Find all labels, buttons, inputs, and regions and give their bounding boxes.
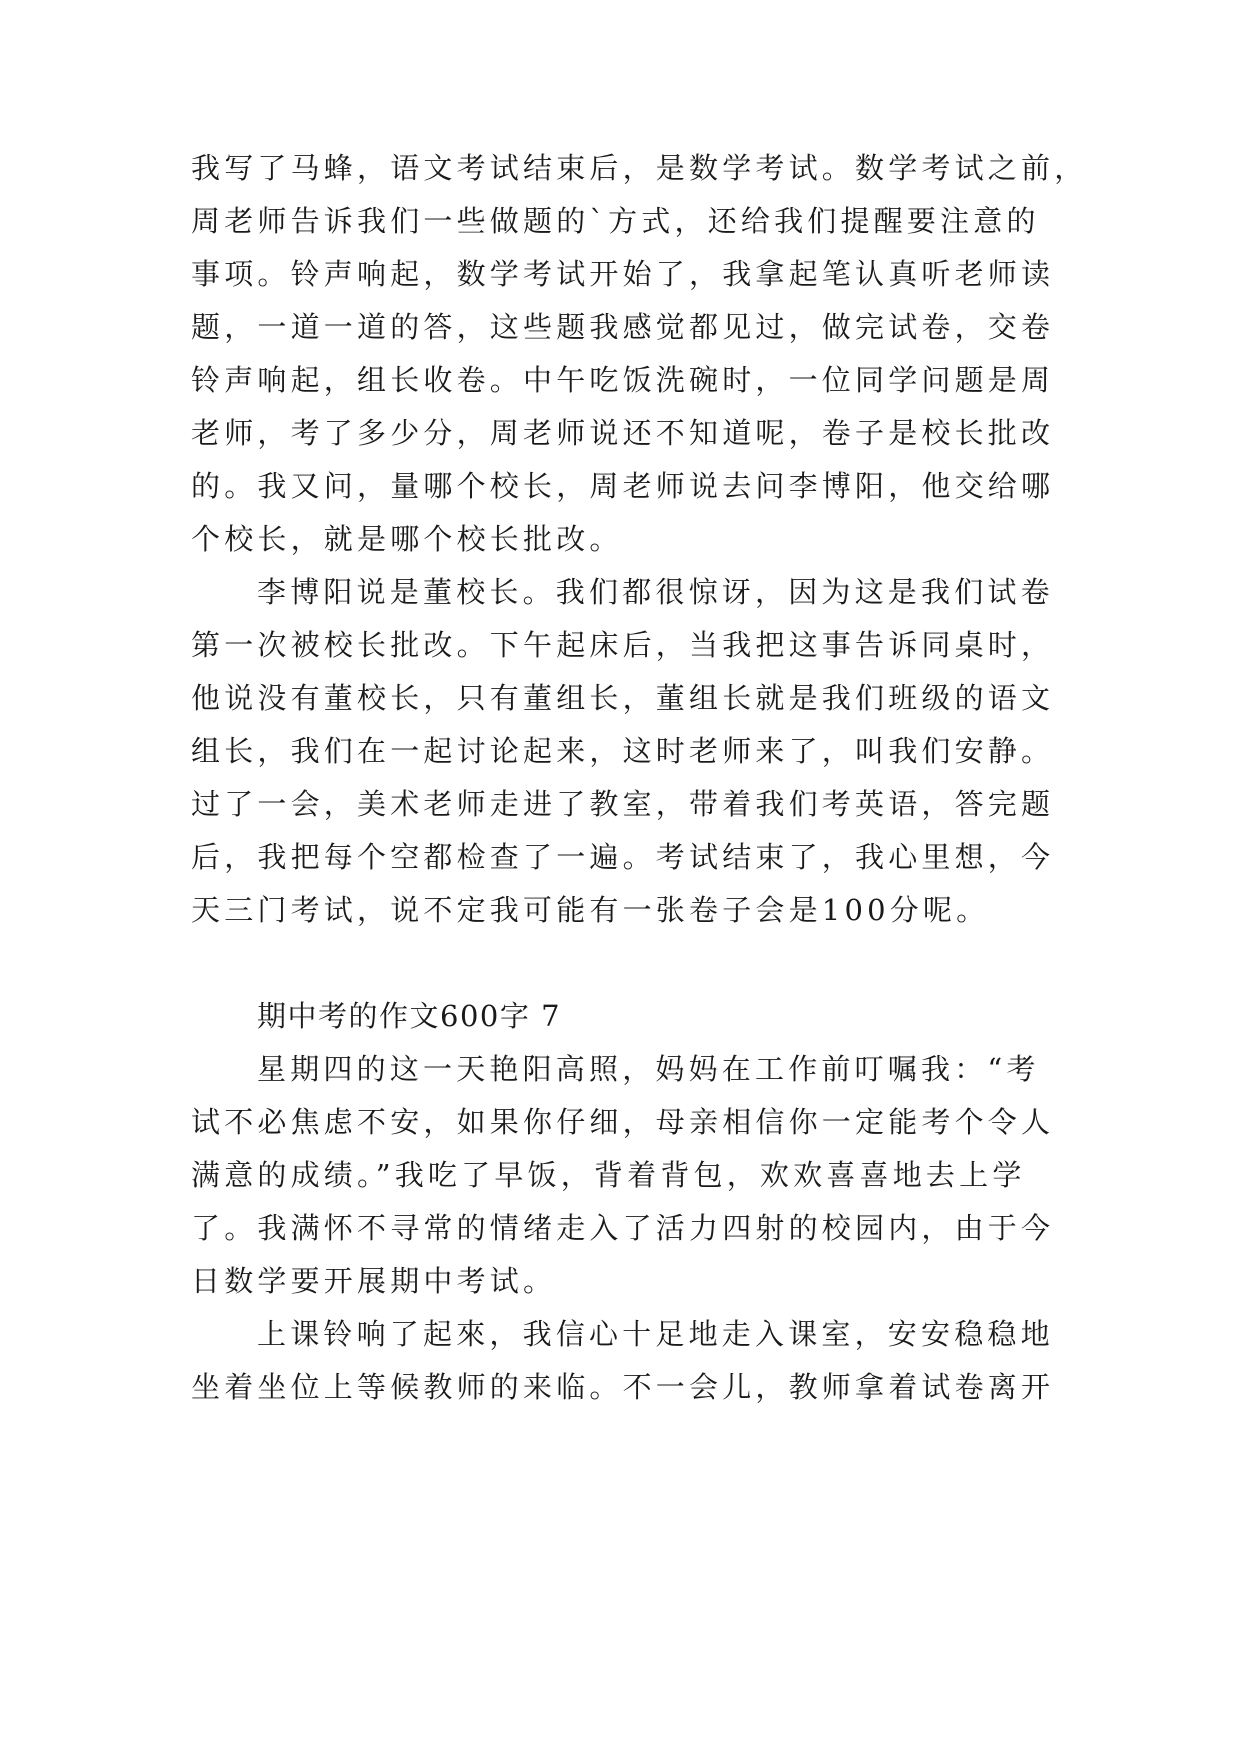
text-line: 过了一会，美术老师走进了教室，带着我们考英语，答完题: [191, 787, 1055, 821]
text-line: 了。我满怀不寻常的情绪走入了活力四射的校园内，由于今: [191, 1211, 1055, 1245]
text-line: 题，一道一道的答，这些题我感觉都见过，做完试卷，交卷: [191, 310, 1055, 344]
text-line: 日数学要开展期中考试。: [191, 1264, 557, 1298]
text-line: 试不必焦虑不安，如果你仔细，母亲相信你一定能考个令人: [191, 1105, 1055, 1139]
paragraph-first-line: 星期四的这一天艳阳高照，妈妈在工作前叮嘱我：“考: [257, 1052, 1040, 1086]
text-line: 组长，我们在一起讨论起来，这时老师来了，叫我们安静。: [191, 734, 1055, 768]
text-line: 坐着坐位上等候教师的来临。不一会儿，教师拿着试卷离开: [191, 1370, 1055, 1404]
text-line: 满意的成绩。”我吃了早饭，背着背包，欢欢喜喜地去上学: [191, 1158, 1026, 1192]
text-line: 老师，考了多少分，周老师说还不知道呢，卷子是校长批改: [191, 416, 1055, 450]
text-line: 后，我把每个空都检查了一遍。考试结束了，我心里想，今: [191, 840, 1055, 874]
paragraph-first-line: 上课铃响了起來，我信心十足地走入课室，安安稳稳地: [257, 1317, 1054, 1351]
text-line: 周老师告诉我们一些做题的`方式，还给我们提醒要注意的: [191, 204, 1040, 238]
text-line: 他说没有董校长，只有董组长，董组长就是我们班级的语文: [191, 681, 1055, 715]
text-line: 事项。铃声响起，数学考试开始了，我拿起笔认真听老师读: [191, 257, 1055, 291]
section-title: 期中考的作文600字 7: [257, 999, 562, 1033]
text-line: 我写了马蜂，语文考试结束后，是数学考试。数学考试之前，: [191, 151, 1088, 185]
paragraph-first-line: 李博阳说是董校长。我们都很惊讶，因为这是我们试卷: [257, 575, 1054, 609]
text-line: 的。我又问，量哪个校长，周老师说去问李博阳，他交给哪: [191, 469, 1055, 503]
text-line: 铃声响起，组长收卷。中午吃饭洗碗时，一位同学问题是周: [191, 363, 1055, 397]
text-line: 天三门考试，说不定我可能有一张卷子会是100分呢。: [191, 893, 990, 927]
text-line: 第一次被校长批改。下午起床后，当我把这事告诉同桌时，: [191, 628, 1055, 662]
text-line: 个校长，就是哪个校长批改。: [191, 522, 623, 556]
